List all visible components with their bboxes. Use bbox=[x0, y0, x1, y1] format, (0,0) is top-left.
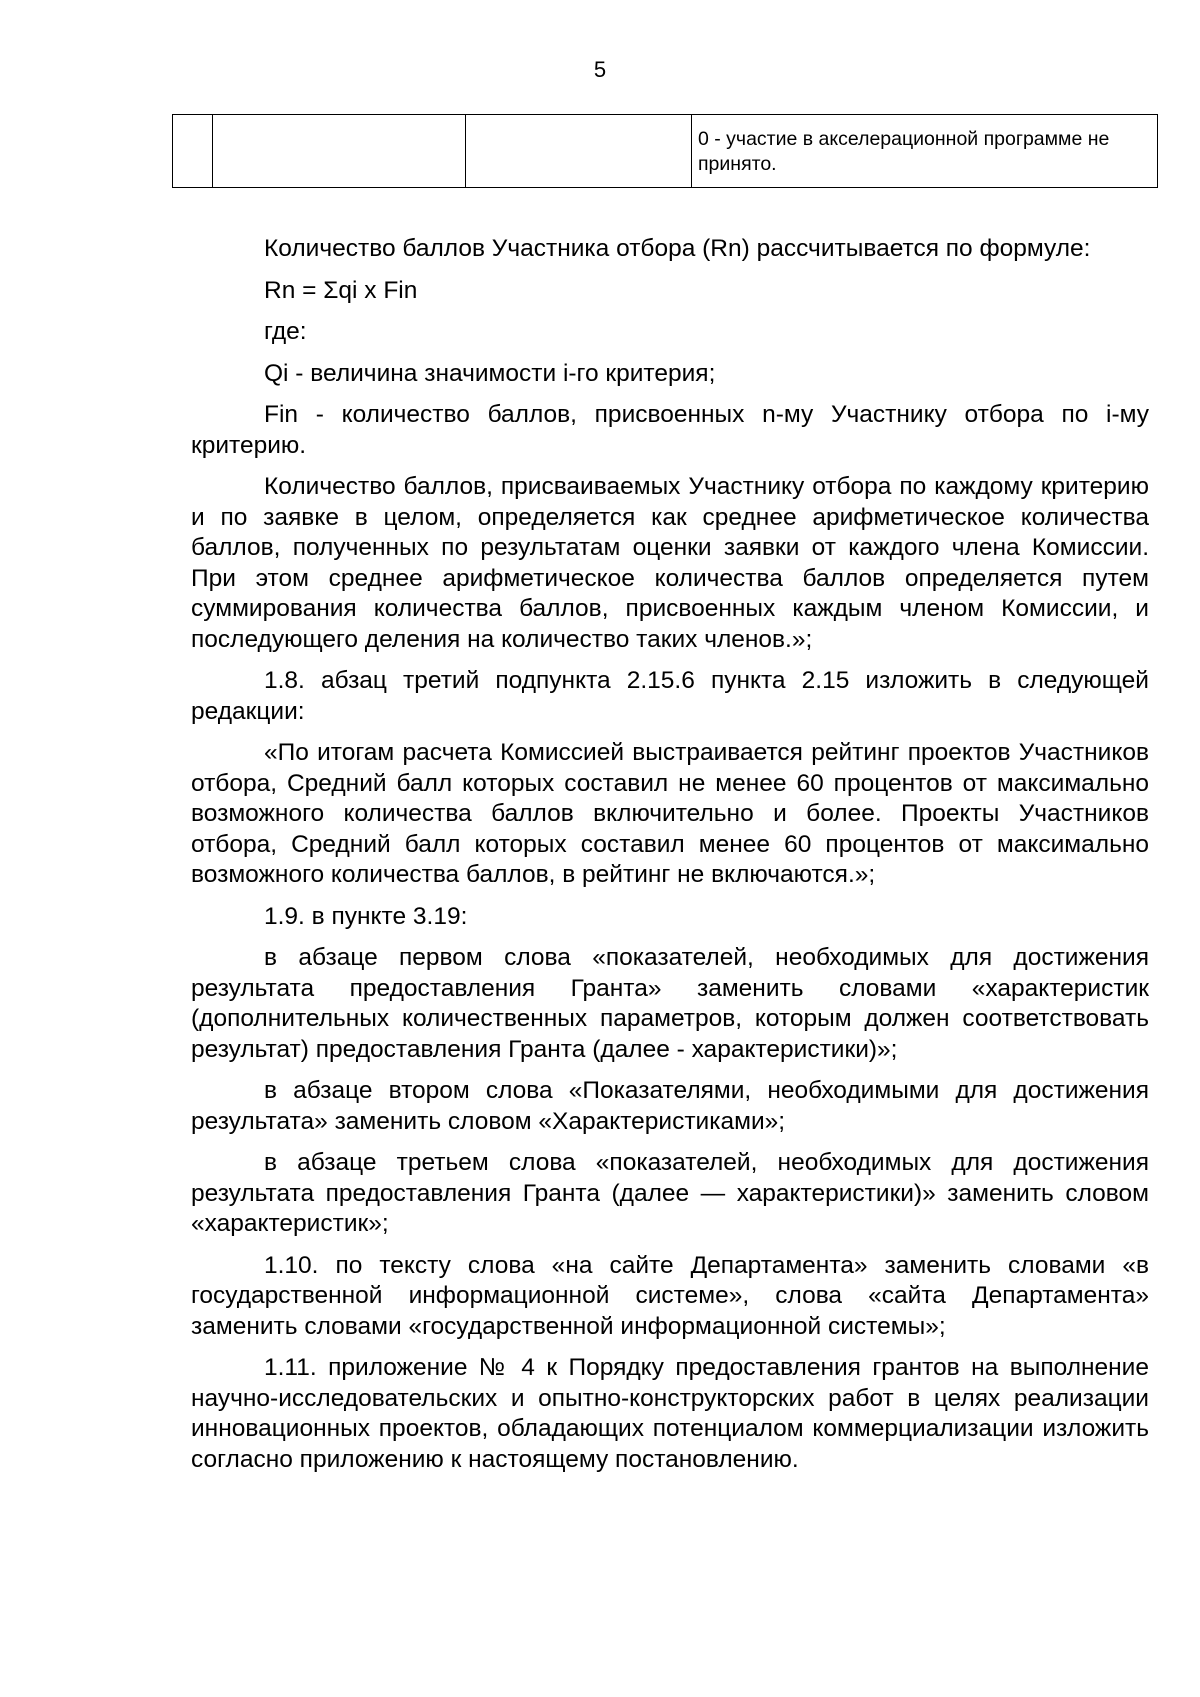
paragraph-first-abzac: в абзаце первом слова «показателей, необходимых для достижения результата предоставления Гранта» заменить словами «характеристик (дополнительных количественных параметров, которым должен соответствовать результат) предоставления Гранта (далее - характеристики)»; bbox=[191, 944, 1149, 1063]
table-cell-score-description: 0 - участие в акселерационной программе не принято. bbox=[692, 115, 1158, 188]
table-row bbox=[173, 115, 1158, 188]
paragraph-item-1-9: 1.9. в пункте 3.19: bbox=[264, 902, 468, 930]
paragraph-rating-quote: «По итогам расчета Комиссией выстраивается рейтинг проектов Участников отбора, Средний балл которых составил не менее 60 процентов от максимально возможного количества баллов включительно и более. Проекты Участников отбора, Средний балл которых составил менее 60 процентов от максимально возможного количества баллов, в рейтинг не включаются.»; bbox=[191, 739, 1149, 888]
paragraph-score-formula-intro: Количество баллов Участника отбора (Rn) рассчитывается по формуле: bbox=[264, 235, 1091, 262]
paragraph-item-1-10: 1.10. по тексту слова «на сайте Департамента» заменить словами «в государственной информационной системе», слова «сайта Департамента» заменить словами «государственной информационной системы»; bbox=[191, 1251, 1149, 1340]
page-number: 5 bbox=[593, 57, 607, 82]
paragraph-item-1-8: 1.8. абзац третий подпункта 2.15.6 пункта 2.15 изложить в следующей редакции: bbox=[191, 667, 1149, 725]
document-body bbox=[191, 234, 1149, 1486]
table-cell-weight bbox=[466, 115, 692, 188]
paragraph-qi-definition: Qi - величина значимости i-го критерия; bbox=[264, 359, 716, 387]
paragraph-item-1-11: 1.11. приложение № 4 к Порядку предоставления грантов на выполнение научно-исследовательских и опытно-конструкторских работ в целях реализации инновационных проектов, обладающих потенциалом коммерциализации изложить согласно приложению к настоящему постановлению. bbox=[191, 1354, 1149, 1473]
paragraph-where: где: bbox=[264, 318, 307, 345]
paragraph-fin-definition: Fin - количество баллов, присвоенных n-му Участнику отбора по i-му критерию. bbox=[191, 401, 1149, 459]
table-cell-criterion bbox=[213, 115, 466, 188]
paragraph-average-score: Количество баллов, присваиваемых Участнику отбора по каждому критерию и по заявке в целом, определяется как среднее арифметическое количества баллов, полученных по результатам оценки заявки от каждого члена Комиссии. При этом среднее арифметическое количества баллов определяется путем суммирования количества баллов, присвоенных каждым членом Комиссии, и последующего деления на количество таких членов.»; bbox=[191, 473, 1149, 653]
paragraph-second-abzac: в абзаце втором слова «Показателями, необходимыми для достижения результата» заменить словом «Характеристиками»; bbox=[191, 1077, 1149, 1135]
table-cell-number bbox=[173, 115, 213, 188]
paragraph-formula: Rn = Σqi x Fin bbox=[264, 276, 418, 304]
paragraph-third-abzac: в абзаце третьем слова «показателей, необходимых для достижения результата предоставления Гранта (далее — характеристики)» заменить словом «характеристик»; bbox=[191, 1149, 1149, 1237]
continued-criteria-table bbox=[172, 114, 1158, 188]
